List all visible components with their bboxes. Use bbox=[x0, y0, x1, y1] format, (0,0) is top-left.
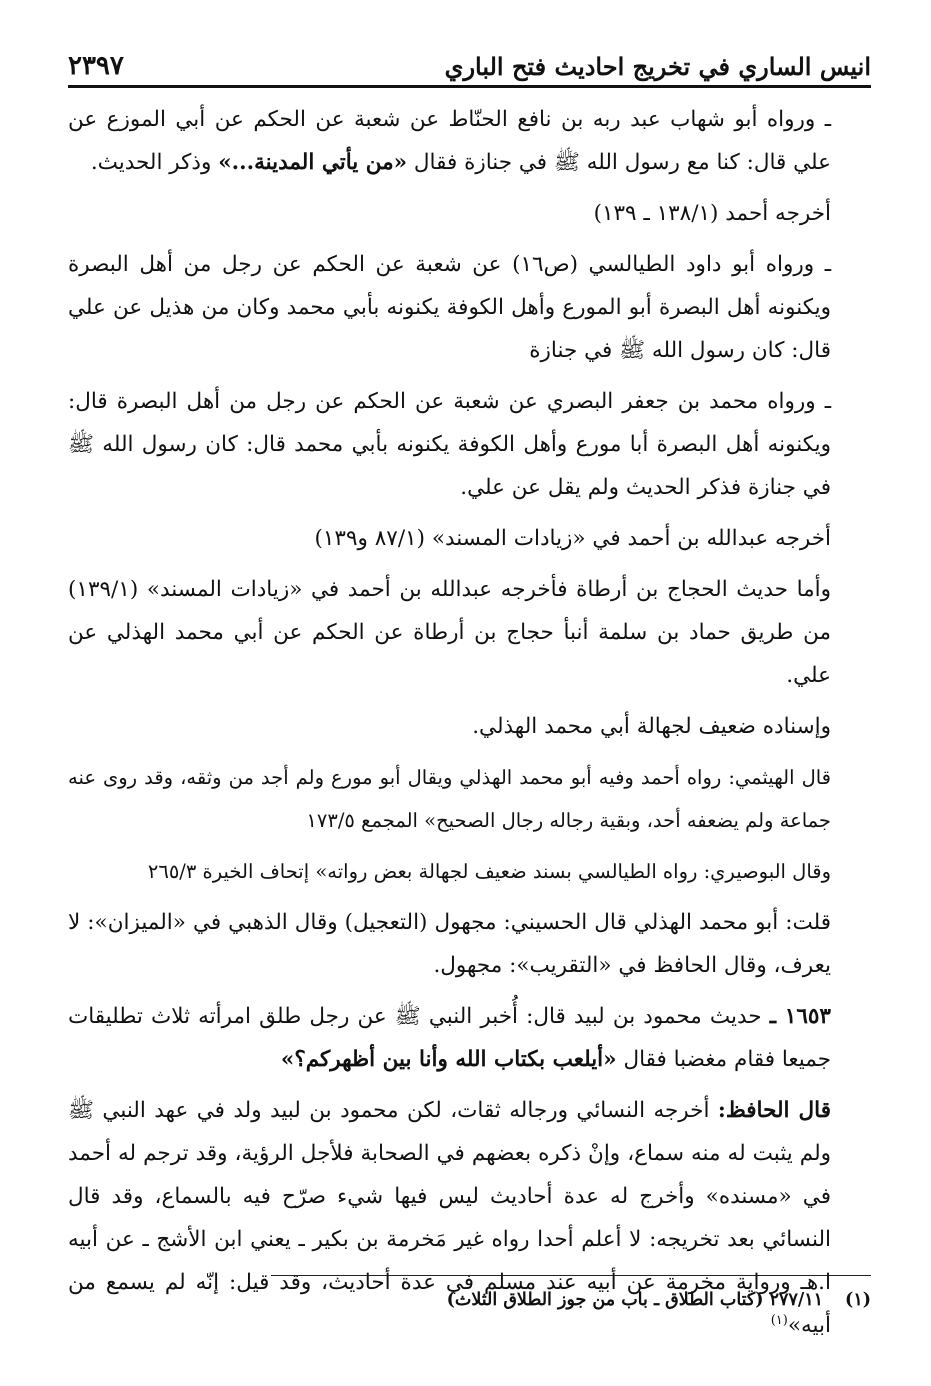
footnote-divider bbox=[271, 1275, 871, 1276]
paragraph: قلت: أبو محمد الهذلي قال الحسيني: مجهول (التعجيل) وقال الذهبي في «الميزان»: لا يعرف، وقال الحافظ في «التقريب»: مجهول. bbox=[68, 910, 831, 978]
paragraph: أخرجه عبدالله بن أحمد في «زيادات المسند» (٨٧/١ و١٣٩) bbox=[314, 526, 831, 551]
paragraph-text: وذكر الحديث. bbox=[90, 150, 212, 175]
running-header bbox=[68, 38, 871, 88]
footnote-text: ٢٧٧/١١ (كتاب الطلاق ـ باب من جوز الطلاق الثلاث) bbox=[446, 1290, 824, 1310]
hadith-entry bbox=[68, 995, 873, 1081]
paragraph: وإسناده ضعيف لجهالة أبي محمد الهذلي. bbox=[472, 714, 831, 739]
book-title: انيس الساري في تخريج احاديث فتح الباري bbox=[444, 52, 871, 81]
footnote bbox=[68, 1285, 871, 1315]
footnote-marker: (١) bbox=[845, 1290, 871, 1310]
paragraph: ـ ورواه أبو داود الطيالسي (ص١٦) عن شعبة عن الحكم عن رجل من أهل البصرة ويكنونه أهل البصرة أبو المورع وأهل الكوفة يكنونه بأبي محمد وكان من هذيل عن علي قال: كان رسول الله ﷺ في جنازة bbox=[68, 252, 832, 363]
hadith-number: ١٦٥٣ ـ bbox=[769, 1004, 831, 1029]
hadith-quote: «أيلعب بكتاب الله وأنا بين أظهركم؟» bbox=[280, 1047, 617, 1072]
paragraph: وقال البوصيري: رواه الطيالسي بسند ضعيف لجهالة بعض رواته» إتحاف الخيرة ٢٦٥/٣ bbox=[147, 860, 831, 883]
paragraph: قال الهيثمي: رواه أحمد وفيه أبو محمد الهذلي ويقال أبو مورع ولم أجد من وثقه، وقد روى عنه جماعة ولم يضعفه أحد، وبقية رجاله رجال الصحيح» المجمع ١٧٣/٥ bbox=[68, 766, 831, 832]
paragraph: ـ ورواه محمد بن جعفر البصري عن شعبة عن الحكم عن رجل من أهل البصرة قال: ويكنونه أهل البصرة أبا مورع وأهل الكوفة يكنونه بأبي محمد قال: كان رسول الله ﷺ في جنازة فذكر الحديث ولم يقل عن علي. bbox=[68, 389, 831, 500]
main-text bbox=[68, 98, 873, 1355]
hafiz-label: قال الحافظ: bbox=[717, 1098, 832, 1123]
paragraph: وأما حديث الحجاج بن أرطاة فأخرجه عبدالله بن أحمد في «زيادات المسند» (١٣٩/١) من طريق حماد بن سلمة أنبأ حجاج بن أرطاة عن الحكم عن أبي محمد الهذلي عن علي. bbox=[68, 577, 831, 688]
hadith-quote: «من يأتي المدينة...» bbox=[218, 150, 408, 175]
paragraph bbox=[68, 98, 873, 184]
paragraph-text: أخرجه النسائي ورجاله ثقات، لكن محمود بن لبيد ولد في عهد النبي ﷺ ولم يثبت له منه سماع، وإنْ ذكره بعضهم في الصحابة فلأجل الرؤية، وقد ترجم له أحمد في «مسنده» وأخرج له عدة أحاديث ليس فيها شيء صرّح فيه بالسماع، وقد قال النسائي بعد تخريجه: لا أعلم أحدا رواه غير مَخرمة بن بكير ـ يعني ابن الأشج ـ عن أبيه ا.هـ ورواية مخرمة عن أبيه عند مسلم في عدة أحاديث، وقد قيل: إنّه لم يسمع من أبيه» bbox=[68, 1098, 831, 1338]
paragraph-text: حديث محمود بن لبيد قال: أُخبر النبي ﷺ عن رجل طلق امرأته ثلاث تطليقات جميعا فقام مغضبا فقال bbox=[68, 1004, 831, 1072]
paragraph: أخرجه أحمد (١٣٨/١ ـ ١٣٩) bbox=[593, 201, 831, 226]
paragraph-text: ـ ورواه أبو شهاب عبد ربه بن نافع الحنّاط عن شعبة عن الحكم عن أبي الموزع عن علي قال: كنا مع رسول الله ﷺ في جنازة فقال bbox=[68, 107, 831, 175]
footnote-ref: (١) bbox=[770, 1312, 788, 1328]
page-number: ٢٣٩٧ bbox=[68, 51, 124, 81]
